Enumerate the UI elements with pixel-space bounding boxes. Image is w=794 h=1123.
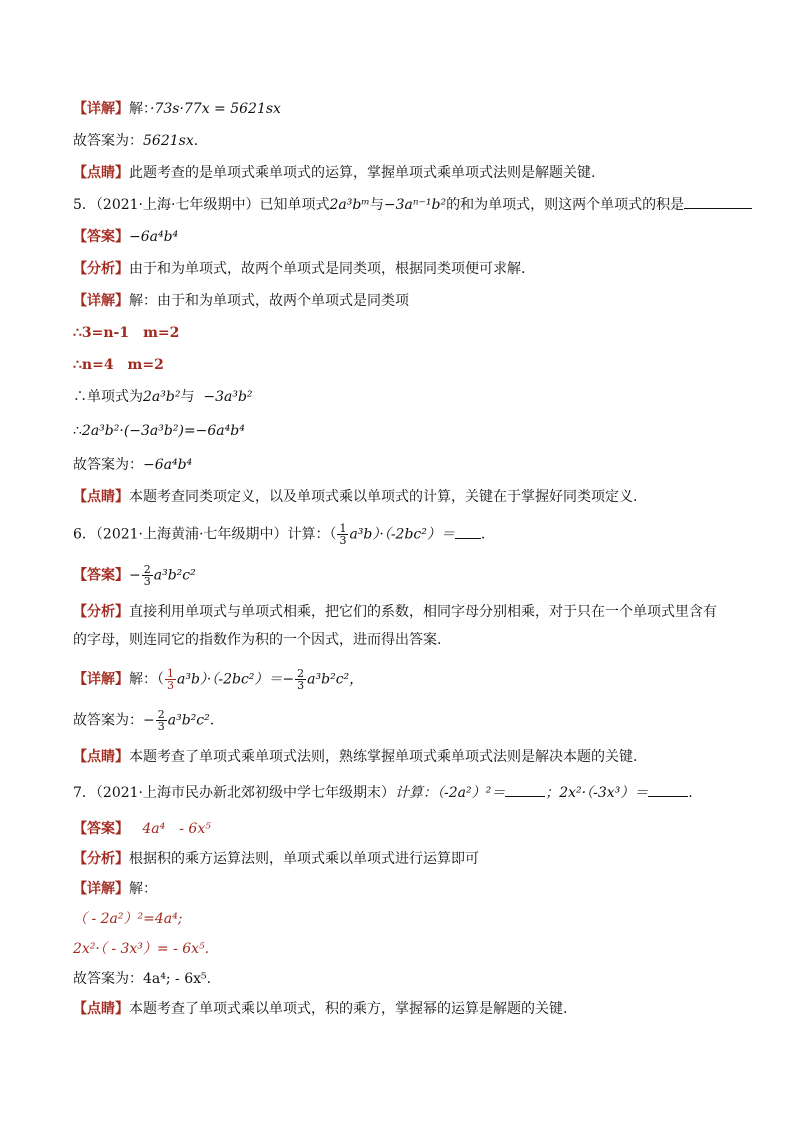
q5-stem-c: 的和为单项式，则这两个单项式的积是 xyxy=(446,197,685,213)
q7-conclusion: 故答案为：4a⁴; - 6x⁵. xyxy=(73,971,212,987)
q5-analysis-line xyxy=(73,259,525,279)
detail-tag: 【详解】 xyxy=(73,101,129,117)
analysis-tag: 【分析】 xyxy=(73,604,129,620)
q7-stem-end: . xyxy=(688,785,693,801)
detail-tag: 【详解】 xyxy=(73,293,129,309)
q6-comment: 本题考查了单项式乘单项式法则，熟练掌握单项式乘单项式法则是解决本题的关键. xyxy=(129,749,638,765)
q5-mono1: 2a³bᵐ xyxy=(329,197,370,213)
answer-tag: 【答案】 xyxy=(73,821,129,837)
comment-tag: 【点睛】 xyxy=(73,749,129,765)
q5-conclusion-math: −6a⁴b⁴ xyxy=(143,457,193,473)
q6-comment-line xyxy=(73,747,637,767)
q5-step2: ∴n=4 m=2 xyxy=(73,357,164,373)
q5-step1: ∴3=n-1 m=2 xyxy=(73,325,180,341)
q7-comment: 本题考查了单项式乘以单项式，积的乘方，掌握幂的运算是解题的关键. xyxy=(129,1001,568,1017)
q5-source: （2021·上海·七年级期中） xyxy=(95,197,260,213)
q7-answer: 4a⁴ - 6x⁵ xyxy=(142,821,211,837)
q7-stem-b: ；2x²·（-3x³）＝ xyxy=(545,785,649,801)
q5-step4-prefix: ∴ xyxy=(73,423,82,439)
q5-step4-line xyxy=(73,421,245,441)
q5-answer-line xyxy=(73,227,178,247)
q7-source: （2021·上海市民办新北郊初级中学七年级期末） xyxy=(95,785,395,801)
q5-conclusion-line xyxy=(73,455,192,475)
q6-detail-prefix: 解：（ xyxy=(129,671,164,688)
q6-detail-result-den: 3 xyxy=(297,679,305,692)
q7-analysis: 根据积的乘方运算法则，单项式乘以单项式进行运算即可 xyxy=(129,851,479,867)
q6-answer-fraction xyxy=(142,564,153,587)
q5-conclusion-prefix: 故答案为： xyxy=(73,457,143,473)
q5-comment: 本题考查同类项定义，以及单项式乘以单项式的计算，关键在于掌握好同类项定义. xyxy=(129,489,638,505)
q7-number: 7． xyxy=(73,785,96,801)
q6-source: （2021·上海黄浦·七年级期中） xyxy=(95,526,288,543)
q5-step3-mid: 与 xyxy=(180,389,195,405)
q6-answer-blank[interactable] xyxy=(455,525,481,539)
q7-blank-2[interactable] xyxy=(648,783,688,797)
q4-comment-line xyxy=(73,163,595,183)
q6-frac-den: 3 xyxy=(339,534,347,547)
q6-detail-result-fraction xyxy=(295,668,306,691)
q4-conclusion-prefix: 故答案为： xyxy=(73,133,143,149)
q7-analysis-line xyxy=(73,849,479,869)
q6-detail-rest: a³b²c²， xyxy=(307,671,364,688)
q4-detail-line xyxy=(73,99,281,119)
answer-tag: 【答案】 xyxy=(73,229,129,245)
q7-step2: 2x²·（ - 3x³）= - 6x⁵. xyxy=(73,941,210,957)
q5-mono2: −3aⁿ⁻¹b² xyxy=(383,197,447,213)
q7-detail-prefix: 解： xyxy=(129,881,157,897)
q5-detail-line xyxy=(73,291,409,311)
q5-step3-prefix: ∴单项式为 xyxy=(73,389,143,405)
q6-conclusion-fraction xyxy=(156,709,167,732)
q5-analysis: 由于和为单项式，故两个单项式是同类项，根据同类项便可求解. xyxy=(129,261,526,277)
q4-detail-math: ·73s·77x = 5621sx xyxy=(150,101,281,117)
q7-detail-math: （ - 2a²）²=4a⁴; xyxy=(73,911,183,927)
q4-detail-prefix: 解： xyxy=(129,101,150,117)
q5-comment-line xyxy=(73,487,637,507)
q6-conclusion-den: 3 xyxy=(157,720,165,733)
q6-detail-mid: a³b）·（-2bc²）＝− xyxy=(177,671,295,688)
q6-answer-num: 2 xyxy=(143,563,151,576)
detail-tag: 【详解】 xyxy=(73,671,129,688)
q5-number: 5． xyxy=(73,197,96,213)
q6-analysis-2: 的字母，则连同它的指数作为积的一个因式，进而得出答案. xyxy=(73,632,442,648)
q7-blank-1[interactable] xyxy=(505,783,545,797)
q6-analysis-line-2 xyxy=(73,630,441,650)
q6-stem-a: 计算：（ xyxy=(287,526,337,543)
q6-analysis-1: 直接利用单项式与单项式相乘，把它们的系数，相同字母分别相乘，对于只在一个单项式里含有 xyxy=(129,604,717,620)
q6-stem-end: . xyxy=(480,526,486,543)
q6-conclusion-line xyxy=(73,709,214,732)
q6-detail-fraction xyxy=(165,668,176,691)
q5-step3-line xyxy=(73,387,253,407)
q6-detail-result-num: 2 xyxy=(297,667,305,680)
q6-answer-sign: − xyxy=(129,567,141,584)
q7-detail-line xyxy=(73,879,157,899)
q6-detail-frac-den: 3 xyxy=(167,679,174,692)
answer-tag: 【答案】 xyxy=(73,567,129,584)
q6-conclusion-rest: a³b²c². xyxy=(167,712,215,729)
q6-answer-den: 3 xyxy=(143,575,151,588)
q6-fraction xyxy=(337,523,348,546)
q5-stem-a: 已知单项式 xyxy=(259,197,330,213)
q7-answer-line xyxy=(73,819,211,839)
q5-answer: −6a⁴b⁴ xyxy=(129,229,179,245)
detail-tag: 【详解】 xyxy=(73,881,129,897)
q4-conclusion-line xyxy=(73,131,198,151)
q5-stem-line xyxy=(73,195,752,215)
q4-comment: 此题考查的是单项式乘单项式的运算，掌握单项式乘单项式法则是解题关键. xyxy=(129,165,596,181)
q6-stem-line xyxy=(73,523,485,546)
q5-step3-a: 2a³b² xyxy=(143,389,181,405)
q6-answer-rest: a³b²c² xyxy=(153,567,196,584)
q4-conclusion-math: 5621sx xyxy=(143,133,194,149)
analysis-tag: 【分析】 xyxy=(73,261,129,277)
q7-stem-a: 计算：（-2a²）²＝ xyxy=(395,785,506,801)
q6-stem-b: a³b）·（-2bc²）＝ xyxy=(349,526,455,543)
q5-step4-math: 2a³b²·(−3a³b²)=−6a⁴b⁴ xyxy=(81,423,245,439)
comment-tag: 【点睛】 xyxy=(73,165,129,181)
q5-step3-b: −3a³b² xyxy=(203,389,253,405)
q5-detail: 解：由于和为单项式，故两个单项式是同类项 xyxy=(129,293,409,309)
q7-stem-line xyxy=(73,783,693,803)
q6-conclusion-num: 2 xyxy=(157,708,165,721)
q6-detail-frac-num: 1 xyxy=(167,667,174,680)
comment-tag: 【点睛】 xyxy=(73,1001,129,1017)
q6-analysis-line-1 xyxy=(73,602,717,622)
q6-answer-line xyxy=(73,564,196,587)
q6-number: 6． xyxy=(73,526,96,543)
q6-frac-num: 1 xyxy=(339,522,347,535)
q4-conclusion-end: . xyxy=(193,133,199,149)
comment-tag: 【点睛】 xyxy=(73,489,129,505)
q5-answer-blank[interactable] xyxy=(684,195,752,209)
q6-detail-line xyxy=(73,668,363,691)
analysis-tag: 【分析】 xyxy=(73,851,129,867)
q5-stem-b: 与 xyxy=(369,197,384,213)
q6-conclusion-prefix: 故答案为：− xyxy=(73,712,155,729)
q7-comment-line xyxy=(73,999,567,1019)
